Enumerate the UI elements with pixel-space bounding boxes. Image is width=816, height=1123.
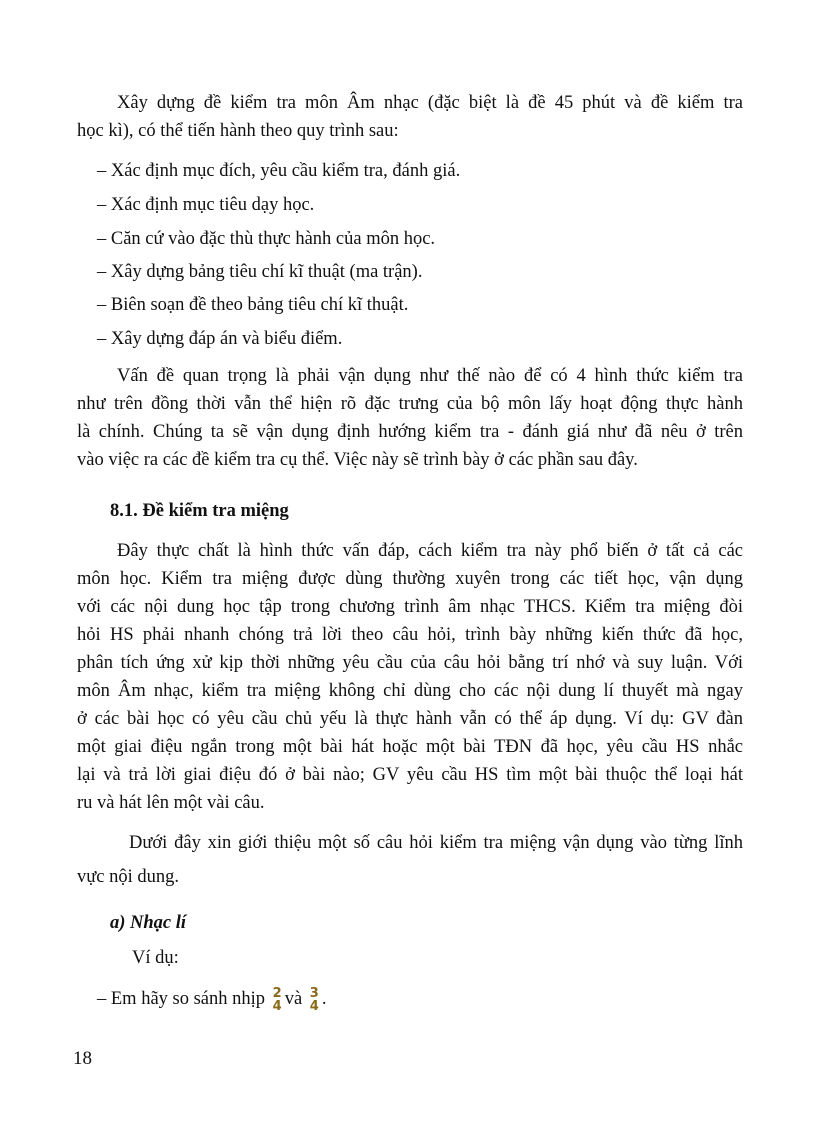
subsection-heading: a) Nhạc lí <box>110 913 187 933</box>
example-label: Ví dụ: <box>132 948 179 968</box>
text-line: với các nội dung học tập trong chương trình âm nhạc THCS. Kiểm tra miệng đòi <box>77 597 743 617</box>
list-item: – Xây dựng đáp án và biểu điểm. <box>97 329 343 349</box>
question-line <box>97 985 326 1013</box>
text-line: là chính. Chúng ta sẽ vận dụng định hướng kiểm tra - đánh giá như đã nêu ở trên <box>77 422 743 442</box>
intro-paragraph <box>77 89 743 145</box>
text-line: Xây dựng đề kiểm tra môn Âm nhạc (đặc biệt là đề 45 phút và đề kiểm tra <box>117 93 743 113</box>
time-signature-2-4 <box>273 987 282 1013</box>
text-line: môn Âm nhạc, kiểm tra miệng không chỉ dùng cho các nội dung lí thuyết mà ngay <box>77 681 743 701</box>
list-item: – Biên soạn đề theo bảng tiêu chí kĩ thuật. <box>97 295 409 315</box>
text-line: môn học. Kiểm tra miệng được dùng thường xuyên trong các tiết học, vận dụng <box>77 569 743 589</box>
question-suffix: . <box>321 989 327 1009</box>
time-signature-denominator: 4 <box>309 998 319 1014</box>
text-line: lại và trả lời giai điệu đó ở bài nào; GV yêu cầu HS tìm một bài thuộc thể loại hát <box>77 765 743 785</box>
text-line: ru và hát lên một vài câu. <box>77 793 265 813</box>
question-conjunction: và <box>284 989 303 1009</box>
list-item: – Căn cứ vào đặc thù thực hành của môn học. <box>97 229 436 249</box>
text-line: vực nội dung. <box>77 867 180 887</box>
text-line: một giai điệu ngắn trong một bài hát hoặc một bài TĐN đã học, yêu cầu HS nhắc <box>77 737 743 757</box>
text-line: Vấn đề quan trọng là phải vận dụng như thế nào để có 4 hình thức kiểm tra <box>117 366 743 386</box>
list-item: – Xác định mục tiêu dạy học. <box>97 195 315 215</box>
text-line: vào việc ra các đề kiểm tra cụ thể. Việc này sẽ trình bày ở các phần sau đây. <box>77 450 638 470</box>
text-line: ở các bài học có yêu cầu chủ yếu là thực hành vẫn có thể áp dụng. Ví dụ: GV đàn <box>77 709 743 729</box>
body-paragraph <box>77 537 743 817</box>
text-line: Dưới đây xin giới thiệu một số câu hỏi kiểm tra miệng vận dụng vào từng lĩnh <box>129 833 743 853</box>
question-prefix: – Em hãy so sánh nhịp <box>97 989 266 1009</box>
text-line: Đây thực chất là hình thức vấn đáp, cách kiểm tra này phổ biến ở tất cả các <box>117 541 743 561</box>
body-paragraph <box>77 362 743 474</box>
list-item: – Xây dựng bảng tiêu chí kĩ thuật (ma trận). <box>97 262 423 282</box>
page-number: 18 <box>73 1048 92 1069</box>
body-paragraph <box>77 829 743 891</box>
time-signature-numerator: 2 <box>272 985 282 1001</box>
text-line: phân tích ứng xử kịp thời những yêu cầu của câu hỏi bằng trí nhớ và suy luận. Với <box>77 653 743 673</box>
list-item: – Xác định mục đích, yêu cầu kiểm tra, đánh giá. <box>97 161 461 181</box>
time-signature-numerator: 3 <box>309 985 319 1001</box>
text-line: như trên đồng thời vẫn thể hiện rõ đặc trưng của bộ môn lấy hoạt động thực hành <box>77 394 743 414</box>
text-line: hỏi HS phải nhanh chóng trả lời theo câu hỏi, trình bày những kiến thức đã học, <box>77 625 743 645</box>
section-heading: 8.1. Đề kiểm tra miệng <box>110 501 289 521</box>
time-signature-3-4 <box>310 987 319 1013</box>
time-signature-denominator: 4 <box>272 998 282 1014</box>
text-line: học kì), có thể tiến hành theo quy trình sau: <box>77 121 399 141</box>
